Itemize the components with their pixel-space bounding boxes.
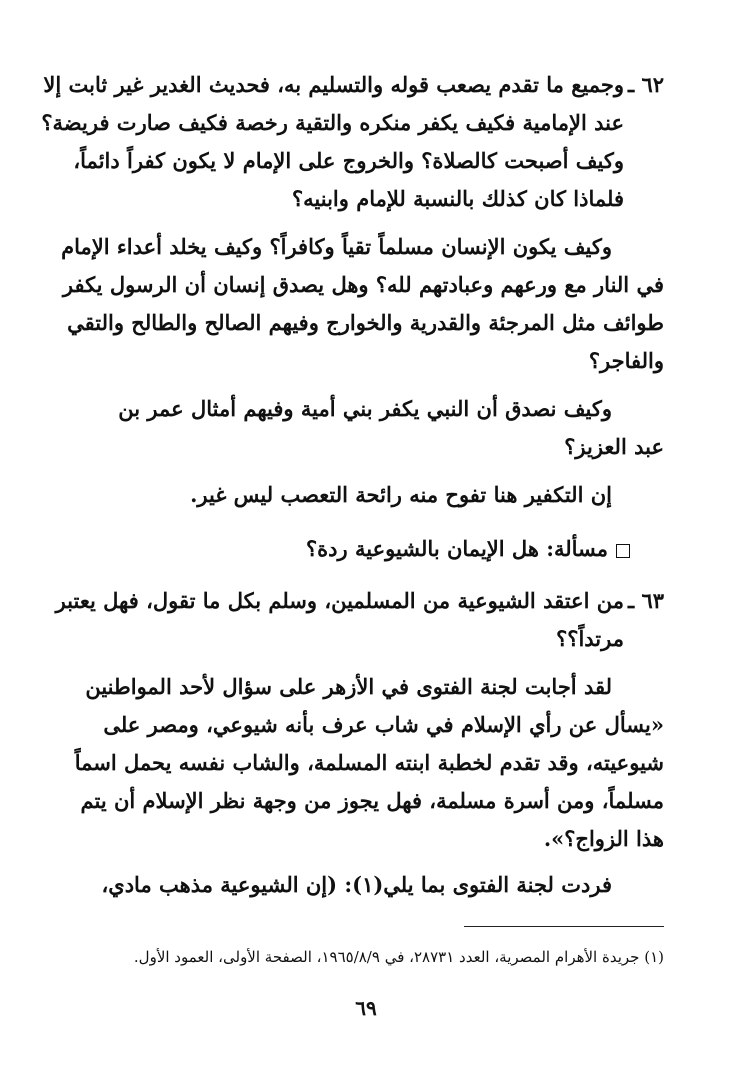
paragraph-e-line-2: «يسأل عن رأي الإسلام في شاب عرف بأنه شيوعي، ومصر على bbox=[103, 712, 664, 737]
paragraph-f-line-1: فردت لجنة الفتوى بما يلي(١): (إن الشيوعية مذهب مادي، bbox=[101, 872, 612, 897]
square-bullet-icon bbox=[616, 544, 630, 558]
footnote: (١) جريدة الأهرام المصرية، العدد ٢٨٧٣١، في ١٩٦٥/٨/٩، الصفحة الأولى، العمود الأول. bbox=[133, 948, 664, 966]
paragraph-b-line-2: في النار مع ورعهم وعبادتهم لله؟ وهل يصدق إنسان أن الرسول يكفر bbox=[62, 272, 664, 297]
paragraph-e-line-4: مسلماً، ومن أسرة مسلمة، فهل يجوز من وجهة نظر الإسلام أن يتم bbox=[80, 788, 664, 813]
text: من اعتقد الشيوعية من المسلمين، وسلم بكل ما تقول، فهل يعتبر bbox=[55, 588, 624, 613]
paragraph-e-line-5: هذا الزواج؟». bbox=[543, 826, 664, 851]
paragraph-62-line-4: فلماذا كان كذلك بالنسبة للإمام وابنيه؟ bbox=[292, 186, 624, 211]
text: وجميع ما تقدم يصعب قوله والتسليم به، فحديث الغدير غير ثابت إلا bbox=[43, 72, 624, 97]
paragraph-b-line-4: والفاجر؟ bbox=[588, 348, 664, 373]
paragraph-b-line-1: وكيف يكون الإنسان مسلماً تقياً وكافراً؟ وكيف يخلد أعداء الإمام bbox=[61, 234, 612, 259]
item-number-63: ٦٣ ـ bbox=[627, 588, 664, 613]
paragraph-63-line-2: مرتداً؟؟ bbox=[556, 626, 624, 651]
heading-text: مسألة: هل الإيمان بالشيوعية ردة؟ bbox=[306, 536, 608, 561]
paragraph-e-line-3: شيوعيته، وقد تقدم لخطبة ابنته المسلمة، والشاب نفسه يحمل اسماً bbox=[74, 750, 664, 775]
section-heading bbox=[100, 534, 630, 564]
paragraph-62-line-2: عند الإمامية فكيف يكفر منكره والتقية رخصة فكيف صارت فريضة؟ bbox=[41, 110, 624, 135]
paragraph-c-line-1: وكيف نصدق أن النبي يكفر بني أمية وفيهم أمثال عمر بن bbox=[118, 396, 612, 421]
page-number: ٦٩ bbox=[355, 996, 377, 1020]
footnote-separator bbox=[464, 926, 664, 927]
paragraph-b-line-3: طوائف مثل المرجئة والقدرية والخوارج وفيهم الصالح والطالح والتقي bbox=[67, 310, 664, 335]
paragraph-62-line-1 bbox=[43, 70, 664, 100]
paragraph-63-line-1 bbox=[55, 586, 664, 616]
item-number-62: ٦٢ ـ bbox=[627, 72, 664, 97]
paragraph-d-line-1: إن التكفير هنا تفوح منه رائحة التعصب ليس غير. bbox=[190, 482, 612, 507]
paragraph-c-line-2: عبد العزيز؟ bbox=[564, 434, 664, 459]
paragraph-62-line-3: وكيف أصبحت كالصلاة؟ والخروج على الإمام لا يكون كفراً دائماً، bbox=[73, 148, 624, 173]
paragraph-e-line-1: لقد أجابت لجنة الفتوى في الأزهر على سؤال لأحد المواطنين bbox=[85, 674, 612, 699]
